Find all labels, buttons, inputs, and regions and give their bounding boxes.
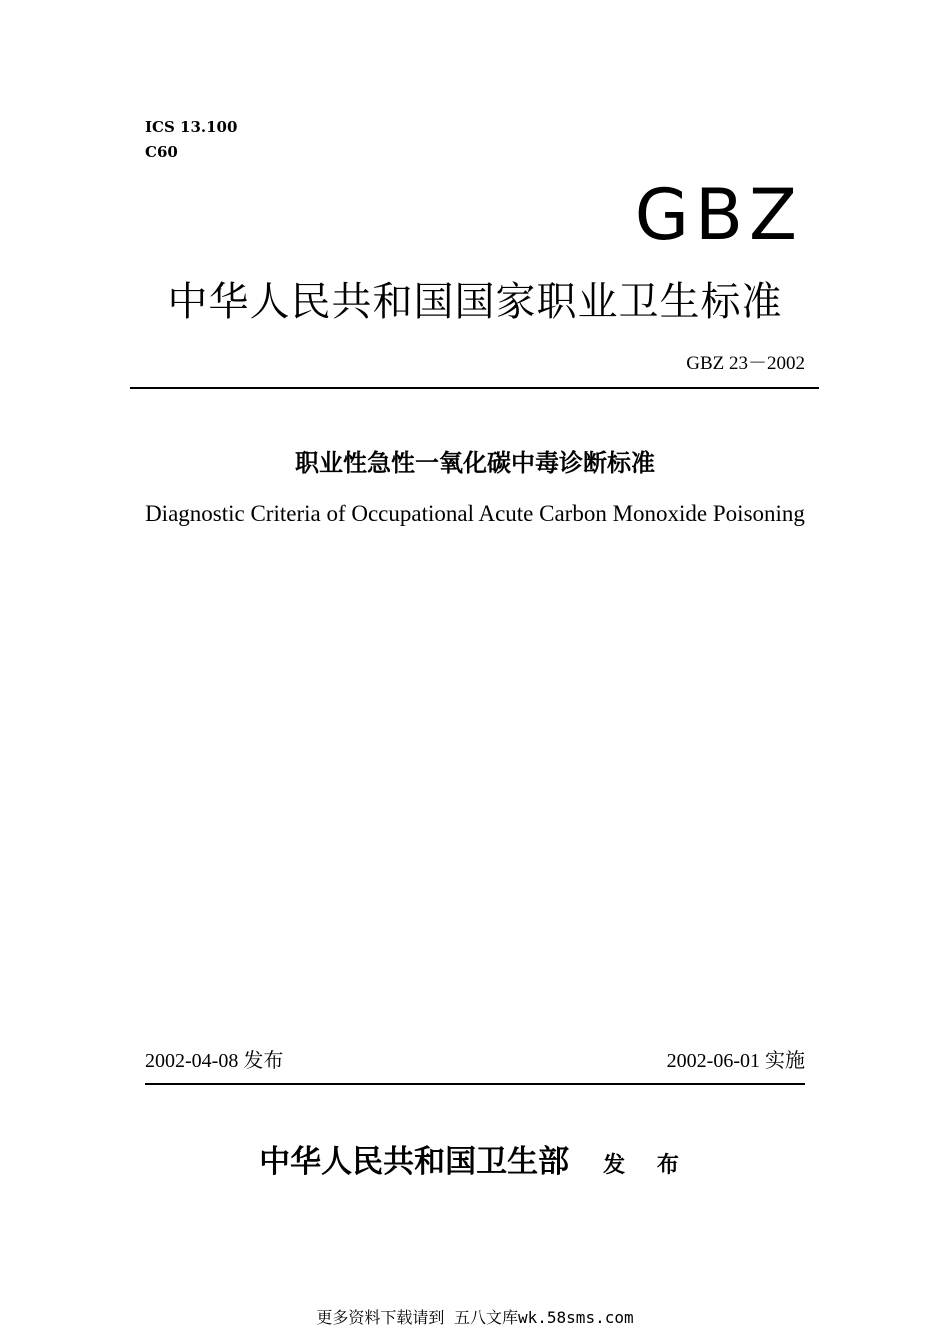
bottom-divider — [145, 1083, 805, 1085]
publisher-line — [0, 1140, 950, 1188]
download-footer: 更多资料下载请到 五八文库wk.58sms.com — [316, 1308, 634, 1327]
effective-date: 2002-06-01 实施 — [666, 1050, 805, 1072]
ccs-code: C60 — [145, 143, 178, 161]
top-divider — [130, 387, 819, 389]
document-title-chinese: 职业性急性一氧化碳中毒诊断标准 — [295, 449, 655, 477]
document-title-english: Diagnostic Criteria of Occupational Acute Carbon Monoxide Poisoning — [145, 501, 805, 526]
issue-date: 2002-04-08 发布 — [145, 1050, 284, 1072]
publish-verb: 发 布 — [603, 1153, 691, 1178]
publisher-name: 中华人民共和国卫生部 — [259, 1144, 570, 1180]
ics-code: ICS 13.100 — [145, 118, 238, 136]
standard-type: 中华人民共和国国家职业卫生标准 — [167, 279, 783, 325]
standard-number: GBZ 23－2002 — [686, 353, 805, 374]
gbz-logo: GBZ — [634, 174, 803, 256]
